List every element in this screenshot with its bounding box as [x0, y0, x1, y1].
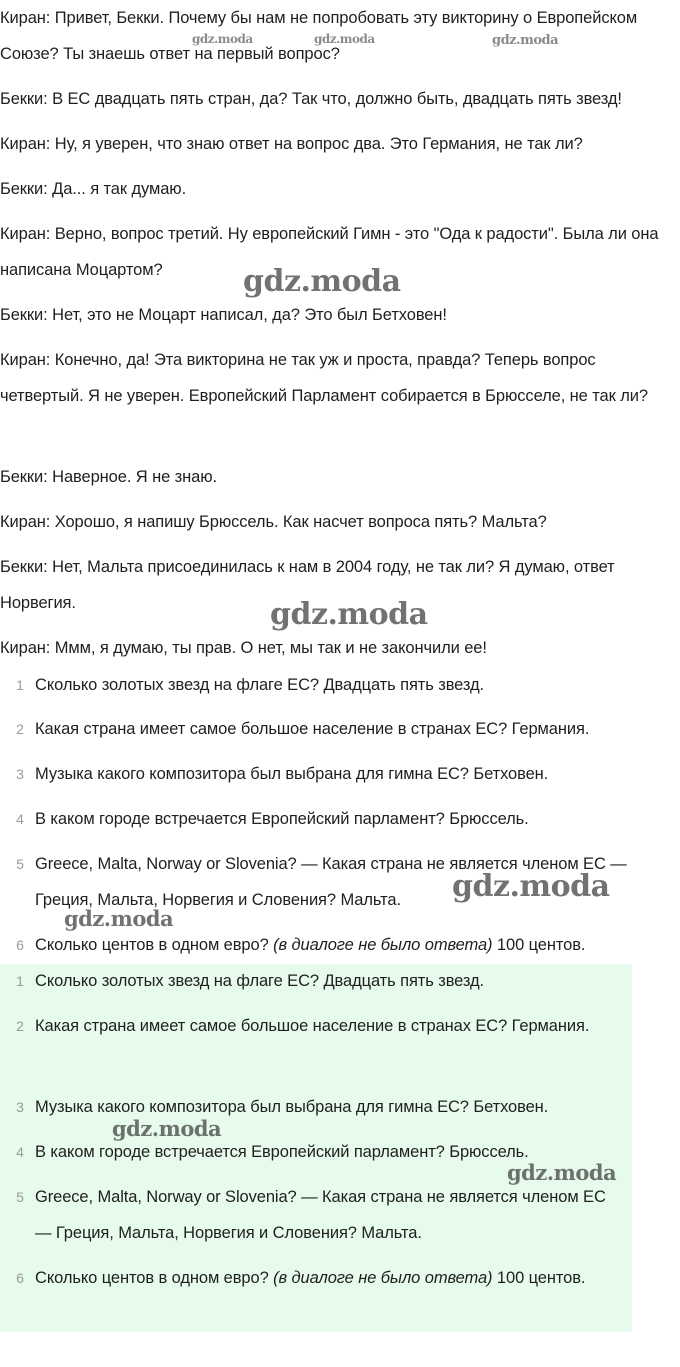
- watermark-logo: gdz.moda: [270, 597, 428, 632]
- watermark-logo: gdz.moda: [192, 32, 253, 46]
- watermark-logo: gdz.moda: [314, 32, 375, 46]
- answer-item-number: 5: [16, 1189, 24, 1205]
- quiz-item-number: 5: [16, 856, 24, 872]
- dialogue-line: Бекки: Наверное. Я не знаю.: [0, 468, 217, 486]
- quiz-item-text: Какая страна имеет самое большое население в странах ЕС? Германия.: [35, 720, 590, 738]
- answer-item-text: Greece, Malta, Norway or Slovenia? — Какая страна не является членом ЕС — Греция, Мальта, Норвегия и Словения? Мальта.: [35, 1188, 606, 1242]
- quiz-item-text: Сколько золотых звезд на флаге ЕС? Двадцать пять звезд.: [35, 676, 484, 694]
- answer-item-text: Сколько золотых звезд на флаге ЕС? Двадцать пять звезд.: [35, 972, 484, 990]
- answer-item-text: В каком городе встречается Европейский парламент? Брюссель.: [35, 1143, 529, 1161]
- watermark-logo: gdz.moda: [492, 33, 559, 48]
- quiz-item-note: (в диалоге не было ответа): [273, 936, 493, 954]
- quiz-item-text: В каком городе встречается Европейский парламент? Брюссель.: [35, 810, 529, 828]
- watermark-logo: gdz.moda: [452, 869, 610, 904]
- answer-item-number: 4: [16, 1144, 24, 1160]
- dialogue-line: Киран: Верно, вопрос третий. Ну европейский Гимн - это "Ода к радости". Была ли она написана Моцартом?: [0, 225, 659, 279]
- quiz-item-number: 1: [16, 677, 24, 693]
- dialogue-line: Бекки: В ЕС двадцать пять стран, да? Так что, должно быть, двадцать пять звезд!: [0, 90, 622, 108]
- quiz-item-text: Музыка какого композитора был выбрана для гимна ЕС? Бетховен.: [35, 765, 549, 783]
- watermark-logo: gdz.moda: [507, 1160, 617, 1185]
- watermark-logo: gdz.moda: [112, 1116, 222, 1141]
- answer-item-number: 1: [16, 973, 24, 989]
- answer-item-note: (в диалоге не было ответа): [273, 1269, 493, 1287]
- dialogue-line: Киран: Конечно, да! Эта викторина не так уж и проста, правда? Теперь вопрос четвертый. Я не уверен. Европейский Парламент собирается в Брюсселе, не так ли?: [0, 351, 648, 405]
- dialogue-line: Киран: Хорошо, я напишу Брюссель. Как насчет вопроса пять? Мальта?: [0, 513, 547, 531]
- dialogue-line: Киран: Ну, я уверен, что знаю ответ на вопрос два. Это Германия, не так ли?: [0, 135, 583, 153]
- dialogue-line: Бекки: Да... я так думаю.: [0, 180, 187, 198]
- dialogue-line: Киран: Ммм, я думаю, ты прав. О нет, мы так и не закончили ее!: [0, 639, 487, 657]
- watermark-logo: gdz.moda: [243, 264, 401, 299]
- dialogue-line: Киран: Привет, Бекки. Почему бы нам не попробовать эту викторину о Европейском Союзе? Ты знаешь ответ на первый вопрос?: [0, 9, 638, 63]
- answer-item-text: Какая страна имеет самое большое население в странах ЕС? Германия.: [35, 1017, 590, 1035]
- answer-item-text: Сколько центов в одном евро? (в диалоге не было ответа) 100 центов.: [35, 1269, 586, 1287]
- watermark-logo: gdz.moda: [64, 906, 174, 931]
- dialogue-line: Бекки: Нет, Мальта присоединилась к нам в 2004 году, не так ли? Я думаю, ответ Норвегия.: [0, 558, 615, 612]
- answer-item-text: Музыка какого композитора был выбрана для гимна ЕС? Бетховен.: [35, 1098, 549, 1116]
- dialogue-line: Бекки: Нет, это не Моцарт написал, да? Это был Бетховен!: [0, 306, 447, 324]
- quiz-item-number: 3: [16, 766, 24, 782]
- answer-item-number: 6: [16, 1270, 24, 1286]
- quiz-item-number: 4: [16, 811, 24, 827]
- quiz-item-text: Greece, Malta, Norway or Slovenia? — Какая страна не является членом ЕС — Греция, Мальта, Норвегия и Словения? Мальта.: [35, 855, 627, 909]
- quiz-item-number: 6: [16, 937, 24, 953]
- quiz-item-number: 2: [16, 721, 24, 737]
- answer-item-number: 2: [16, 1018, 24, 1034]
- quiz-item-text: Сколько центов в одном евро? (в диалоге не было ответа) 100 центов.: [35, 936, 586, 954]
- answer-item-number: 3: [16, 1099, 24, 1115]
